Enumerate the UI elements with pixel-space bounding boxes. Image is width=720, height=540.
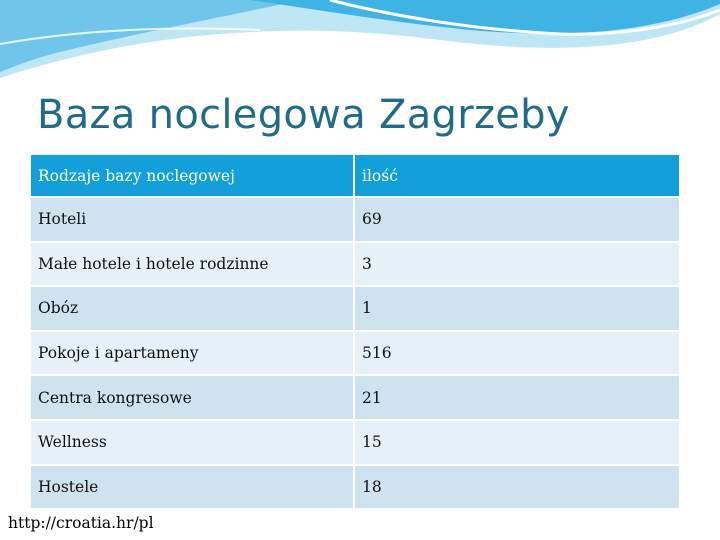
table-row xyxy=(31,375,679,420)
column-header-type: Rodzaje bazy noclegowej xyxy=(31,155,354,197)
cell-count: 3 xyxy=(354,242,679,287)
cell-count: 516 xyxy=(354,331,679,376)
page-title: Baza noclegowa Zagrzeby xyxy=(37,92,570,138)
table-row xyxy=(31,242,679,287)
cell-count: 1 xyxy=(354,286,679,331)
cell-type: Małe hotele i hotele rodzinne xyxy=(31,242,354,287)
table-row xyxy=(31,420,679,465)
table-header-row xyxy=(31,155,679,197)
table-row xyxy=(31,331,679,376)
decorative-wave xyxy=(0,0,720,90)
source-link[interactable]: http://croatia.hr/pl xyxy=(8,514,154,532)
cell-count: 15 xyxy=(354,420,679,465)
cell-type: Centra kongresowe xyxy=(31,375,354,420)
cell-count: 18 xyxy=(354,465,679,510)
cell-type: Wellness xyxy=(31,420,354,465)
cell-type: Hostele xyxy=(31,465,354,510)
column-header-count: ilość xyxy=(354,155,679,197)
cell-type: Hoteli xyxy=(31,197,354,242)
table-row xyxy=(31,286,679,331)
cell-type: Obóz xyxy=(31,286,354,331)
cell-type: Pokoje i apartameny xyxy=(31,331,354,376)
table-row xyxy=(31,465,679,510)
accommodation-table xyxy=(31,155,679,510)
cell-count: 69 xyxy=(354,197,679,242)
table-row xyxy=(31,197,679,242)
cell-count: 21 xyxy=(354,375,679,420)
